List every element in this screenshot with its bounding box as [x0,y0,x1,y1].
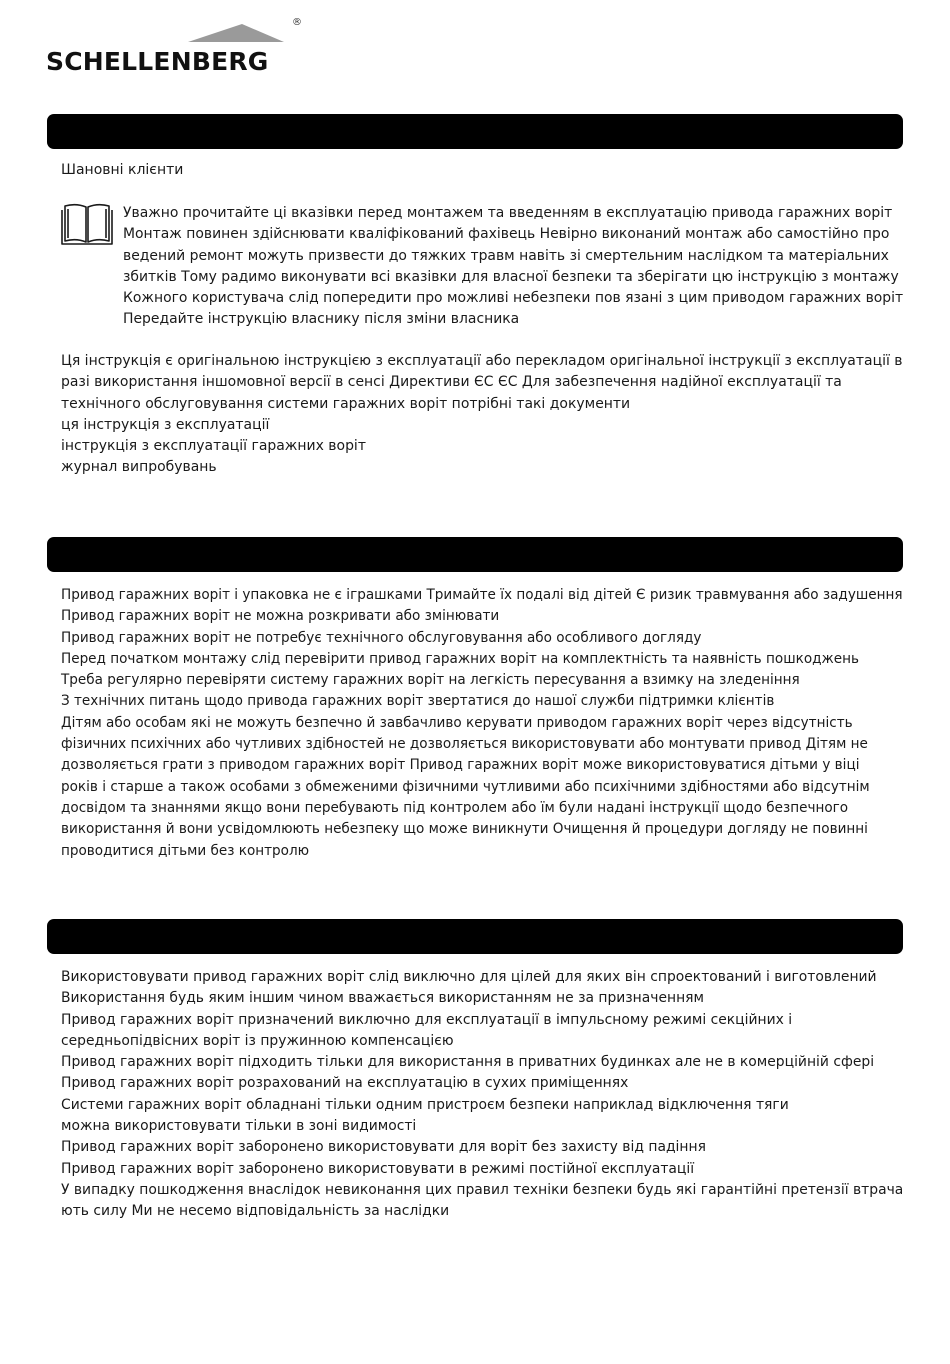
section-header-bar-usage [47,919,903,954]
intro-line: разі використання іншомовної версії в сенсі Директиви ЄС ЄС Для забезпечення надійної експлуатації та [61,374,842,391]
notice-line: збитків Тому радимо виконувати всі вказівки для власної безпеки та зберігати цю інструкцію з монтажу [123,268,899,285]
usage-line: Привод гаражних воріт підходить тільки для використання в приватних будинках але не в комерційній сфері [61,1054,875,1071]
intro-line: Ця інструкція є оригінальною інструкцією з експлуатації або перекладом оригінальної інструкції з експлуатації в [61,353,903,369]
safety-line: фізичних психічних або чутливих здібностей не дозволяється використовувати або монтувати привод Дітям не [61,736,868,753]
safety-line: років і старше а також особами з обмеженими фізичними чутливими або психічними здібностями або відсутнім [61,778,870,795]
safety-line: Треба регулярно перевіряти систему гаражних воріт на легкість пересування а взимку на зледеніння [61,672,800,689]
usage-line: Привод гаражних воріт призначений виключно для експлуатації в імпульсному режимі секційних і [61,1011,793,1028]
brand-name: SCHELLENBERG [46,47,269,76]
read-instructions-book-icon [60,202,114,246]
safety-line: З технічних питань щодо привода гаражних воріт звертатися до нашої служби підтримки клієнтів [61,693,775,710]
notice-line: ведений ремонт можуть призвести до тяжких травм навіть зі смертельним наслідком та матеріальних [123,247,889,264]
intro-line: ця інструкція з експлуатації [61,416,270,433]
intro-line: журнал випробувань [61,459,217,476]
usage-line: У випадку пошкодження внаслідок невиконання цих правил техніки безпеки будь які гарантійні претензії втрача [61,1181,904,1198]
section-header-bar-safety [47,537,903,572]
safety-line: дозволяється грати з приводом гаражних воріт Привод гаражних воріт може використовуватися дітьми у віці [61,757,860,774]
roof-icon [186,22,286,42]
safety-block [61,585,929,862]
usage-line: Використовувати привод гаражних воріт слід виключно для цілей для яких він спроектований і виготовлений [61,969,877,985]
notice-line: Передайте інструкцію власнику після зміни власника [123,311,520,328]
usage-line: середньопідвісних воріт із пружинною компенсацією [61,1032,454,1049]
notice-line: Кожного користувача слід попередити про можливі небезпеки пов язані з цим приводом гаражних воріт [123,290,904,307]
safety-line: Привод гаражних воріт не можна розкривати або змінювати [61,608,500,625]
intro-block [61,351,905,479]
notice-block [123,203,907,331]
brand-logo [46,17,302,78]
intro-line: інструкція з експлуатації гаражних воріт [61,438,366,455]
usage-line: Системи гаражних воріт обладнані тільки одним пристроєм безпеки наприклад відключення тяги [61,1096,789,1113]
section-header-bar-intro [47,114,903,149]
greeting-text: Шановні клієнти [61,162,184,178]
registered-mark: ® [292,17,302,28]
notice-line: Монтаж повинен здійснювати кваліфікований фахівець Невірно виконаний монтаж або самостійно про [123,226,890,243]
safety-line: використання й вони усвідомлюють небезпеку що може виникнути Очищення й процедури догляду не повинні [61,821,868,838]
usage-line: ють силу Ми не несемо відповідальність за наслідки [61,1203,450,1220]
usage-line: Привод гаражних воріт заборонено використовувати в режимі постійної експлуатації [61,1160,695,1177]
intro-line: технічного обслуговування системи гаражних воріт потрібні такі документи [61,395,631,412]
safety-line: Дітям або особам які не можуть безпечно й завбачливо керувати приводом гаражних воріт через відсутність [61,714,853,731]
notice-line: Уважно прочитайте ці вказівки перед монтажем та введенням в експлуатацію привода гаражних воріт [123,205,893,221]
usage-block [61,967,910,1223]
safety-line: Привод гаражних воріт не потребує технічного обслуговування або особливого догляду [61,629,702,646]
safety-line: Перед початком монтажу слід перевірити привод гаражних воріт на комплектність та наявність пошкоджень [61,650,859,667]
usage-line: Використання будь яким іншим чином вважається використанням не за призначенням [61,990,705,1007]
usage-line: Привод гаражних воріт розрахований на експлуатацію в сухих приміщеннях [61,1075,629,1092]
safety-line: Привод гаражних воріт і упаковка не є іграшками Тримайте їх подалі від дітей Є ризик травмування або задушення [61,587,903,603]
usage-line: Привод гаражних воріт заборонено використовувати для воріт без захисту від падіння [61,1139,706,1156]
safety-line: проводитися дітьми без контролю [61,842,310,859]
safety-line: досвідом та знаннями якщо вони перебувають під контролем або їм були надані інструкції щодо безпечного [61,799,849,816]
usage-line: можна використовувати тільки в зоні видимості [61,1118,417,1135]
